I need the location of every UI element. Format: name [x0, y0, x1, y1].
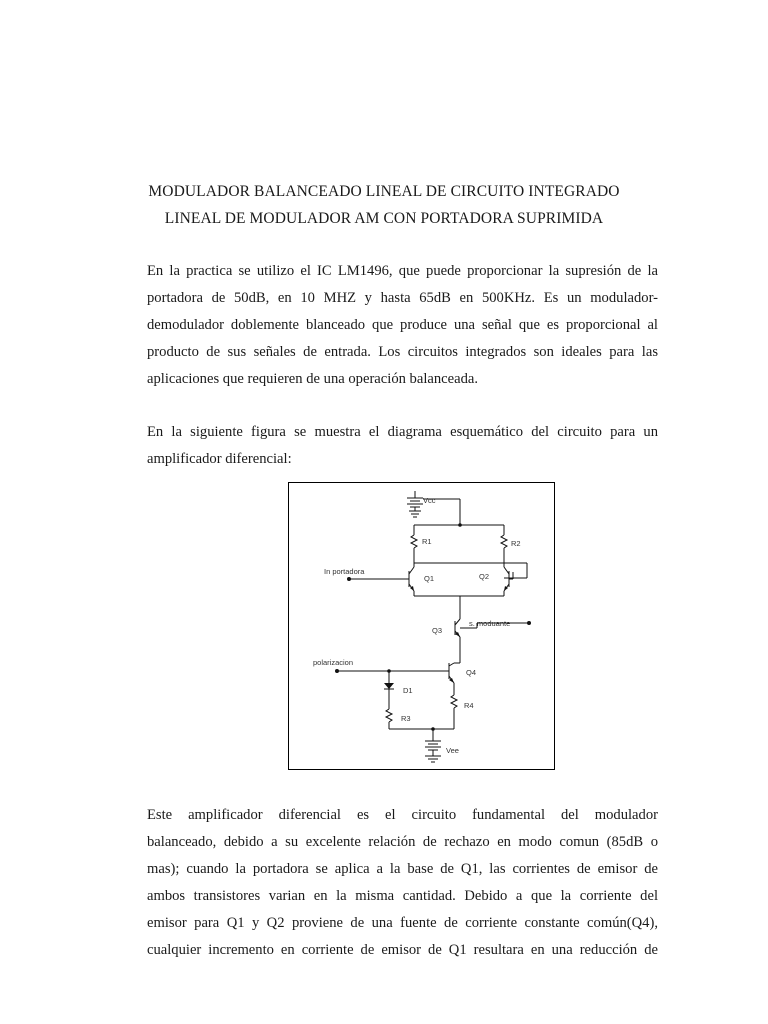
paragraph-line: producto de sus señales de entrada. Los circuitos integrados son ideales para las [147, 344, 658, 360]
s-moduante-label: s. moduante [469, 619, 511, 628]
paragraph-line: cualquier incremento en corriente de emisor de Q1 resultara en una reducción de [147, 942, 658, 958]
title-line-2: LINEAL DE MODULADOR AM CON PORTADORA SUPRIMIDA [164, 210, 604, 227]
vcc-label: Vcc [423, 496, 436, 505]
junction-dot [458, 523, 462, 527]
d1-diode [384, 683, 394, 689]
q2-label: Q2 [479, 572, 490, 581]
paragraph-line: ambos transistores varian en la misma cantidad. Debido a que la corriente del [147, 888, 658, 904]
paragraph-line: portadora de 50dB, en 10 MHZ y hasta 65dB en 500KHz. Es un modulador- [147, 290, 658, 306]
r1-resistor [411, 535, 417, 548]
r3-label: R3 [401, 714, 411, 723]
q4-emitter-arrow [449, 678, 454, 683]
paragraph-line: balanceado, debido a su excelente relación de rechazo en modo comun (85dB o [147, 834, 658, 850]
d1-label: D1 [403, 686, 413, 695]
paragraph-line: mas); cuando la portadora se aplica a la base de Q1, las corrientes de emisor de [147, 861, 658, 877]
vee-label: Vee [446, 746, 459, 755]
r1-label: R1 [422, 537, 432, 546]
paragraph-explanation [147, 802, 658, 964]
paragraph-line: demodulador doblemente blanceado que produce una señal que es proporcional al [147, 317, 658, 333]
q3-collector [455, 619, 460, 625]
paragraph-line: En la siguiente figura se muestra el diagrama esquemático del circuito para un [147, 424, 658, 440]
paragraph-line: Este amplificador diferencial es el circuito fundamental del modulador [147, 807, 658, 823]
r4-resistor [451, 695, 457, 708]
q4-label: Q4 [466, 668, 477, 677]
paragraph-line: emisor para Q1 y Q2 proviene de una fuente de corriente constante común(Q4), [147, 915, 658, 931]
polarizacion-label: polarizacion [313, 658, 354, 667]
r4-label: R4 [464, 701, 474, 710]
in-portadora-label: In portadora [324, 567, 365, 576]
q1-label: Q1 [424, 574, 435, 583]
q1-collector [409, 567, 414, 574]
r2-resistor [501, 535, 507, 548]
r3-resistor [386, 709, 392, 722]
q3-label: Q3 [432, 626, 443, 635]
q3-emitter-arrow [455, 632, 460, 637]
paragraph-figure-intro [147, 419, 658, 473]
input-terminal [335, 669, 339, 673]
circuit-diagram-figure [288, 482, 555, 770]
r2-label: R2 [511, 539, 521, 548]
paragraph-intro [147, 258, 658, 393]
paragraph-line: aplicaciones que requieren de una operación balanceada. [147, 371, 479, 387]
input-terminal [347, 577, 351, 581]
paragraph-line: En la practica se utilizo el IC LM1496, que puede proporcionar la supresión de la [147, 263, 658, 279]
junction-dot [431, 727, 435, 731]
q2-collector [504, 567, 509, 574]
document-title [100, 178, 668, 232]
q4-collector [449, 663, 454, 666]
junction-dot [387, 669, 391, 673]
circuit-schematic [289, 483, 556, 771]
paragraph-line: amplificador diferencial: [147, 451, 292, 467]
title-line-1: MODULADOR BALANCEADO LINEAL DE CIRCUITO INTEGRADO [148, 183, 620, 200]
input-terminal [527, 621, 531, 625]
